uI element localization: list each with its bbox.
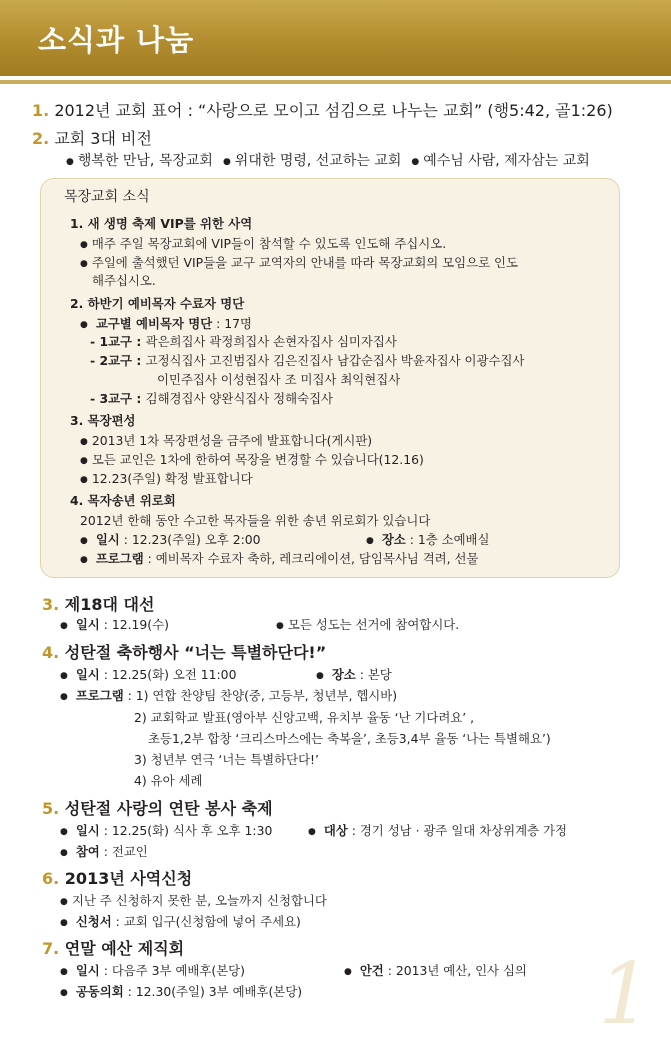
section-heading bbox=[42, 640, 326, 663]
detail-label: 일시 bbox=[75, 617, 100, 632]
header-rule bbox=[0, 80, 671, 84]
box-title: 목장교회 소식 bbox=[64, 189, 150, 205]
detail-value: : 1) 연합 찬양팀 찬양(중, 고등부, 청년부, 헵시바) bbox=[123, 688, 398, 703]
detail-label: 프로그램 bbox=[75, 688, 124, 703]
box-bullet: ● 주일에 출석했던 VIP들을 교구 교역자의 안내를 따라 목장교회의 모임으로 인도 bbox=[80, 253, 518, 271]
box-text: 2012년 한해 동안 수고한 목자들을 위한 송년 위로회가 있습니다 bbox=[80, 513, 431, 528]
box-value: : 예비목자 수료자 축하, 레크리에이션, 담임목사님 격려, 선물 bbox=[143, 551, 479, 566]
section-heading bbox=[42, 936, 184, 959]
detail-value: : 다음주 3부 예배후(본당) bbox=[99, 963, 245, 978]
box-bullet bbox=[366, 530, 490, 548]
detail-bullet bbox=[344, 961, 527, 979]
detail-bullet: ● 모든 성도는 선거에 참여합시다. bbox=[276, 615, 459, 633]
district-row bbox=[90, 332, 397, 350]
box-bullet bbox=[80, 549, 478, 567]
box-bullet: ● 매주 주일 목장교회에 VIP들이 참석할 수 있도록 인도해 주십시오. bbox=[80, 234, 446, 252]
box-value: : 12.23(주일) 오후 2:00 bbox=[119, 532, 261, 547]
detail-label: 일시 bbox=[75, 823, 100, 838]
section-title: 제18대 대선 bbox=[64, 595, 155, 614]
district-members: 김해경집사 양완식집사 정해숙집사 bbox=[145, 391, 334, 406]
item-number: 6. bbox=[42, 869, 60, 888]
detail-label: 장소 bbox=[331, 667, 356, 682]
detail-bullet bbox=[60, 665, 236, 683]
program-item: 3) 청년부 연극 ‘너는 특별하단다!’ bbox=[134, 752, 319, 767]
detail-bullet bbox=[60, 842, 148, 860]
program-item: 4) 유아 세례 bbox=[134, 773, 203, 788]
detail-value: : 교회 입구(신청함에 넣어 주세요) bbox=[111, 914, 301, 929]
item-number: 5. bbox=[42, 799, 60, 818]
program-item: 2) 교회학교 발표(영아부 신앙고백, 유치부 율동 ‘난 기다려요’ , bbox=[134, 710, 475, 725]
section-heading bbox=[42, 592, 154, 615]
detail-label: 안건 bbox=[359, 963, 384, 978]
detail-label: 공동의회 bbox=[75, 984, 124, 999]
district-label: - 2교구 : bbox=[90, 353, 146, 368]
detail-value: : 12.30(주일) 3부 예배후(본당) bbox=[123, 984, 303, 999]
detail-bullet: ● 지난 주 신청하지 못한 분, 오늘까지 신청합니다 bbox=[60, 891, 327, 909]
detail-label: 참여 bbox=[75, 844, 100, 859]
district-label: - 1교구 : bbox=[90, 334, 146, 349]
item-number: 7. bbox=[42, 939, 60, 958]
section-title: 2013년 사역신청 bbox=[64, 869, 193, 888]
detail-value: : 12.19(수) bbox=[99, 617, 169, 632]
detail-bullet bbox=[60, 615, 169, 633]
vision-item: ● 예수님 사람, 제자삼는 교회 bbox=[411, 150, 589, 170]
box-bullet: ● 2013년 1차 목장편성을 금주에 발표합니다(게시판) bbox=[80, 431, 372, 449]
box-bullet: ● 12.23(주일) 확정 발표합니다 bbox=[80, 469, 253, 487]
detail-value: : 경기 성남 · 광주 일대 차상위계층 가정 bbox=[347, 823, 567, 838]
vision-heading-text: 교회 3대 비전 bbox=[54, 129, 152, 148]
section-heading bbox=[42, 796, 273, 819]
detail-label: 대상 bbox=[323, 823, 348, 838]
vision-list bbox=[66, 150, 590, 170]
box-bullet-continued: 해주십시오. bbox=[92, 273, 156, 288]
item-number: 1. bbox=[32, 101, 50, 120]
box-bullet: ● 모든 교인은 1차에 한하여 목장을 변경할 수 있습니다(12.16) bbox=[80, 450, 424, 468]
box-section-title: 1. 새 생명 축제 VIP를 위한 사역 bbox=[70, 216, 253, 231]
box-bullet bbox=[80, 314, 252, 332]
detail-label: 신청서 bbox=[75, 914, 112, 929]
vision-heading bbox=[32, 126, 152, 149]
item-number: 2. bbox=[32, 129, 50, 148]
vision-item: ● 행복한 만남, 목장교회 bbox=[66, 150, 213, 170]
box-bullet bbox=[80, 530, 261, 548]
program-item-continued: 초등1,2부 합창 ‘크리스마스에는 축복을’, 초등3,4부 율동 ‘나는 특별해요’) bbox=[148, 731, 551, 746]
district-members: 고정식집사 고진범집사 김은진집사 남갑순집사 박윤자집사 이광수집사 bbox=[145, 353, 525, 368]
detail-label: 일시 bbox=[75, 667, 100, 682]
detail-bullet bbox=[308, 821, 567, 839]
detail-value: : 12.25(화) 식사 후 오후 1:30 bbox=[99, 823, 273, 838]
district-row bbox=[90, 389, 333, 407]
district-row bbox=[90, 351, 524, 369]
box-label: 일시 bbox=[95, 532, 120, 547]
district-members: 곽은희집사 곽정희집사 손현자집사 심미자집사 bbox=[145, 334, 397, 349]
section-title: 성탄절 축하행사 “너는 특별하단다!” bbox=[64, 643, 327, 662]
box-label: 교구별 예비목자 명단 bbox=[95, 316, 213, 331]
detail-bullet bbox=[60, 982, 302, 1000]
detail-value: : 전교인 bbox=[99, 844, 148, 859]
motto-text: 2012년 교회 표어 : “사랑으로 모이고 섬김으로 나누는 교회” (행5:42, 골1:26) bbox=[54, 101, 613, 120]
page-title: 소식과 나눔 bbox=[38, 23, 195, 57]
box-section-title: 3. 목장편성 bbox=[70, 413, 136, 428]
section-title: 연말 예산 제직회 bbox=[64, 939, 185, 958]
district-members-continued: 이민주집사 이성현집사 조 미집사 최익현집사 bbox=[157, 372, 401, 387]
box-section-title: 2. 하반기 예비목자 수료자 명단 bbox=[70, 296, 245, 311]
district-label: - 3교구 : bbox=[90, 391, 146, 406]
vision-item: ● 위대한 명령, 선교하는 교회 bbox=[223, 150, 401, 170]
box-label: 장소 bbox=[381, 532, 406, 547]
detail-bullet bbox=[60, 821, 272, 839]
detail-label: 일시 bbox=[75, 963, 100, 978]
detail-bullet bbox=[60, 686, 397, 704]
detail-bullet bbox=[60, 961, 245, 979]
section-heading bbox=[42, 866, 192, 889]
box-value: : 1층 소예배실 bbox=[405, 532, 490, 547]
detail-value: : 2013년 예산, 인사 심의 bbox=[383, 963, 527, 978]
header bbox=[0, 0, 671, 92]
detail-bullet bbox=[316, 665, 392, 683]
box-value: : 17명 bbox=[212, 316, 252, 331]
item-number: 4. bbox=[42, 643, 60, 662]
detail-value: : 본당 bbox=[355, 667, 392, 682]
motto-line bbox=[32, 98, 613, 121]
page-number: 1 bbox=[598, 945, 652, 1040]
box-label: 프로그램 bbox=[95, 551, 144, 566]
detail-value: : 12.25(화) 오전 11:00 bbox=[99, 667, 237, 682]
item-number: 3. bbox=[42, 595, 60, 614]
detail-bullet bbox=[60, 912, 301, 930]
box-section-title: 4. 목자송년 위로회 bbox=[70, 493, 176, 508]
section-title: 성탄절 사랑의 연탄 봉사 축제 bbox=[64, 799, 273, 818]
